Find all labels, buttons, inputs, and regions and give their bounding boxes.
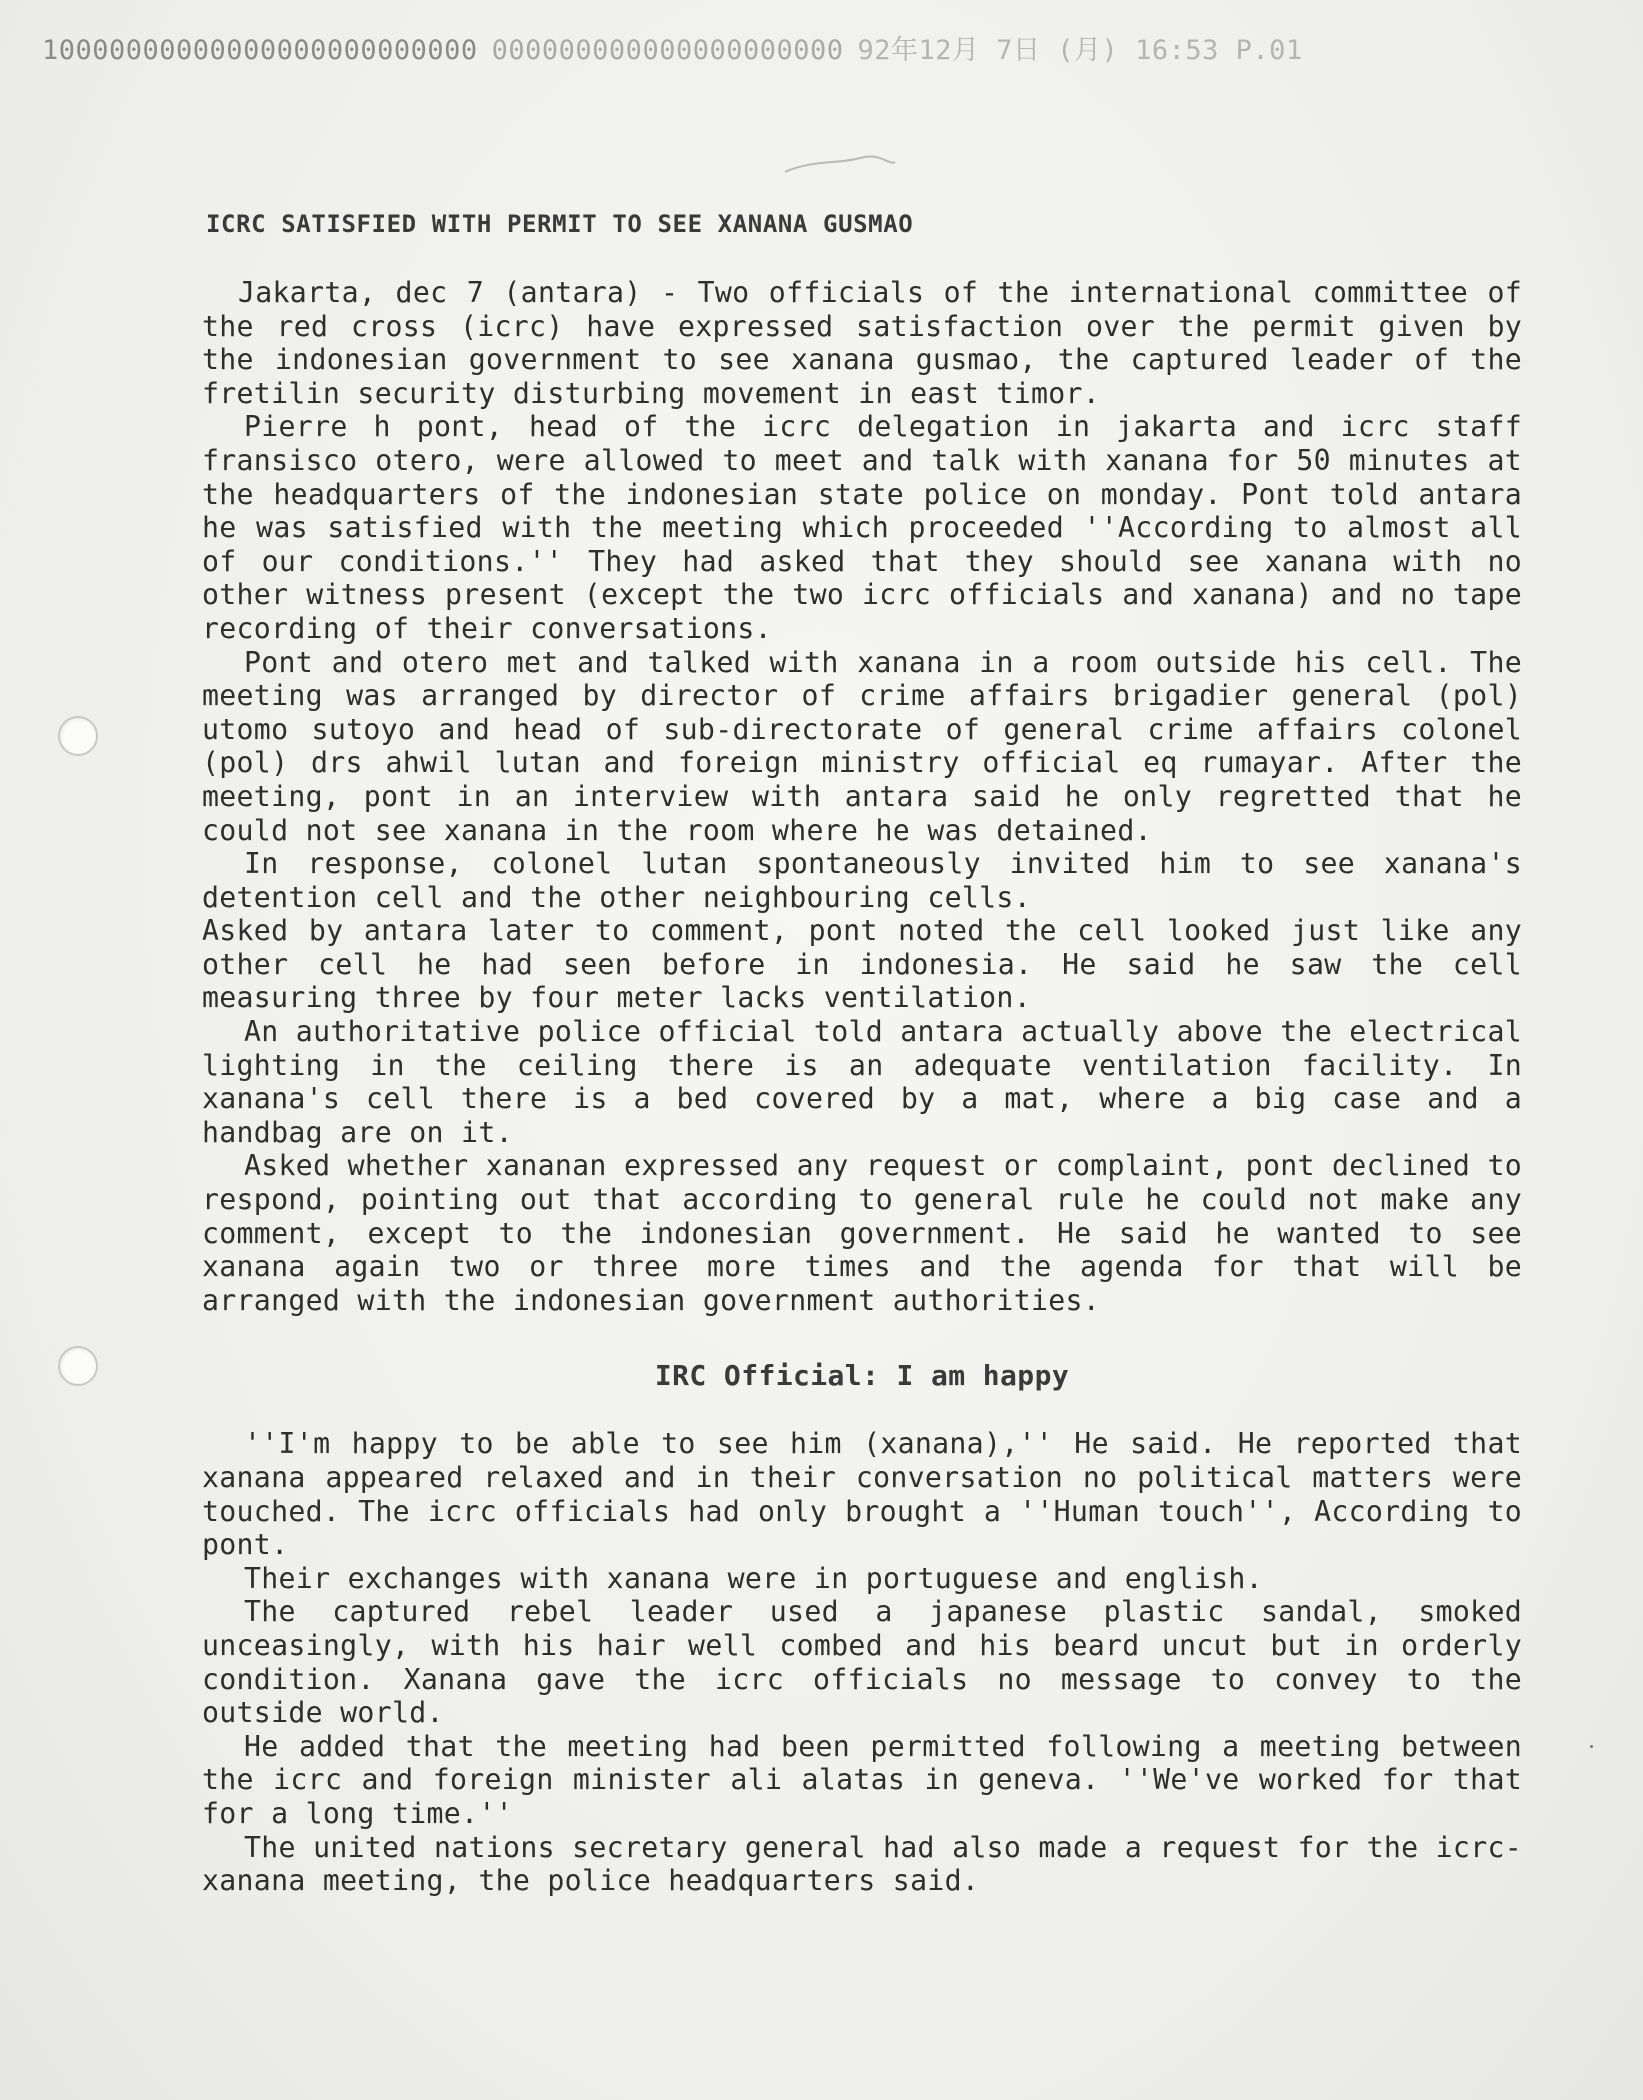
paragraph-un-request: The united nations secretary general had also made a request for the icrc-xanana meeting, the police headquarters said. [202, 1830, 1523, 1898]
punch-hole-lower [58, 1346, 98, 1386]
article-headline: ICRC SATISFIED WITH PERMIT TO SEE XANANA GUSMAO [206, 210, 914, 238]
pen-mark-scribble [780, 150, 900, 180]
paragraph-cell-comment: Asked by antara later to comment, pont noted the cell looked just like any other cell he had seen before in indonesia. He said he saw the cell measuring three by four meter lacks ventilation. [202, 914, 1522, 1015]
paragraph-arrangement: Pont and otero met and talked with xanana in a room outside his cell. The meeting was arranged by director of crime affairs brigadier general (pol) utomo sutoyo and head of sub-directorate of general crime affairs colonel (pol) drs ahwil lutan and foreign ministry official eq rumayar. After the meeting, pont in an interview with antara said he only regretted that he could not see xanana in the room where he was detained. [202, 645, 1522, 847]
scan-speck [1590, 1745, 1593, 1748]
fax-header-timestamp: 92年12月 7日 (月) 16:53 P.01 [857, 35, 1303, 66]
paragraph-appearance: The captured rebel leader used a japanese plastic sandal, smoked unceasingly, with his hair well combed and his beard uncut but in orderly condition. Xanana gave the icrc officials no message to convey to the outside world. [202, 1595, 1522, 1730]
paragraph-complaint: Asked whether xananan expressed any request or complaint, pont declined to respond, pointing out that according to general rule he could not make any comment, except to the indonesian government. He said he wanted to see xanana again two or three more times and the agenda for that will be arranged with the indonesian government authorities. [202, 1149, 1523, 1317]
article-body [202, 276, 1522, 1898]
fax-transmission-header [42, 28, 1462, 67]
paragraph-ventilation: An authoritative police official told antara actually above the electrical lighting in the ceiling there is an adequate ventilation facility. In xanana's cell there is a bed covered by a mat, where a big case and a handbag are on it. [202, 1015, 1523, 1149]
paragraph-meeting: Pierre h pont, head of the icrc delegation in jakarta and icrc staff fransisco otero, were allowed to meet and talk with xanana for 50 minutes at the headquarters of the indonesian state police on monday. Pont told antara he was satisfied with the meeting which proceeded ''According to almost all of our conditions.'' They had asked that they should see xanana with no other witness present (except the two icrc officials and xanana) and no tape recording of their conversations. [202, 410, 1522, 645]
paragraph-languages: Their exchanges with xanana were in portuguese and english. [244, 1561, 1263, 1595]
paragraph-response: In response, colonel lutan spontaneously invited him to see xanana's detention cell and the other neighbouring cells. [202, 847, 1522, 914]
paragraph-happy-quote: ''I'm happy to be able to see him (xanana),'' He said. He reported that xanana appeared relaxed and in their conversation no political matters were touched. The icrc officials had only brought a ''Human touch'', According to pont. [202, 1427, 1522, 1562]
punch-hole-upper [58, 716, 98, 756]
article-subheading: IRC Official: I am happy [654, 1359, 1070, 1393]
fax-header-ones: 10000000000000000000000000 [42, 35, 478, 66]
paragraph-alatas-meeting: He added that the meeting had been permitted following a meeting between the icrc and foreign minister ali alatas in geneva. ''We've worked for that for a long time.'' [202, 1729, 1522, 1830]
fax-header-zeros: 000000000000000000000 [491, 35, 844, 66]
paragraph-dateline: Jakarta, dec 7 (antara) - Two officials of the international committee of the red cross (icrc) have expressed satisfaction over the permit given by the indonesian government to see xanana gusmao, the captured leader of the fretilin security disturbing movement in east timor. [202, 276, 1522, 410]
